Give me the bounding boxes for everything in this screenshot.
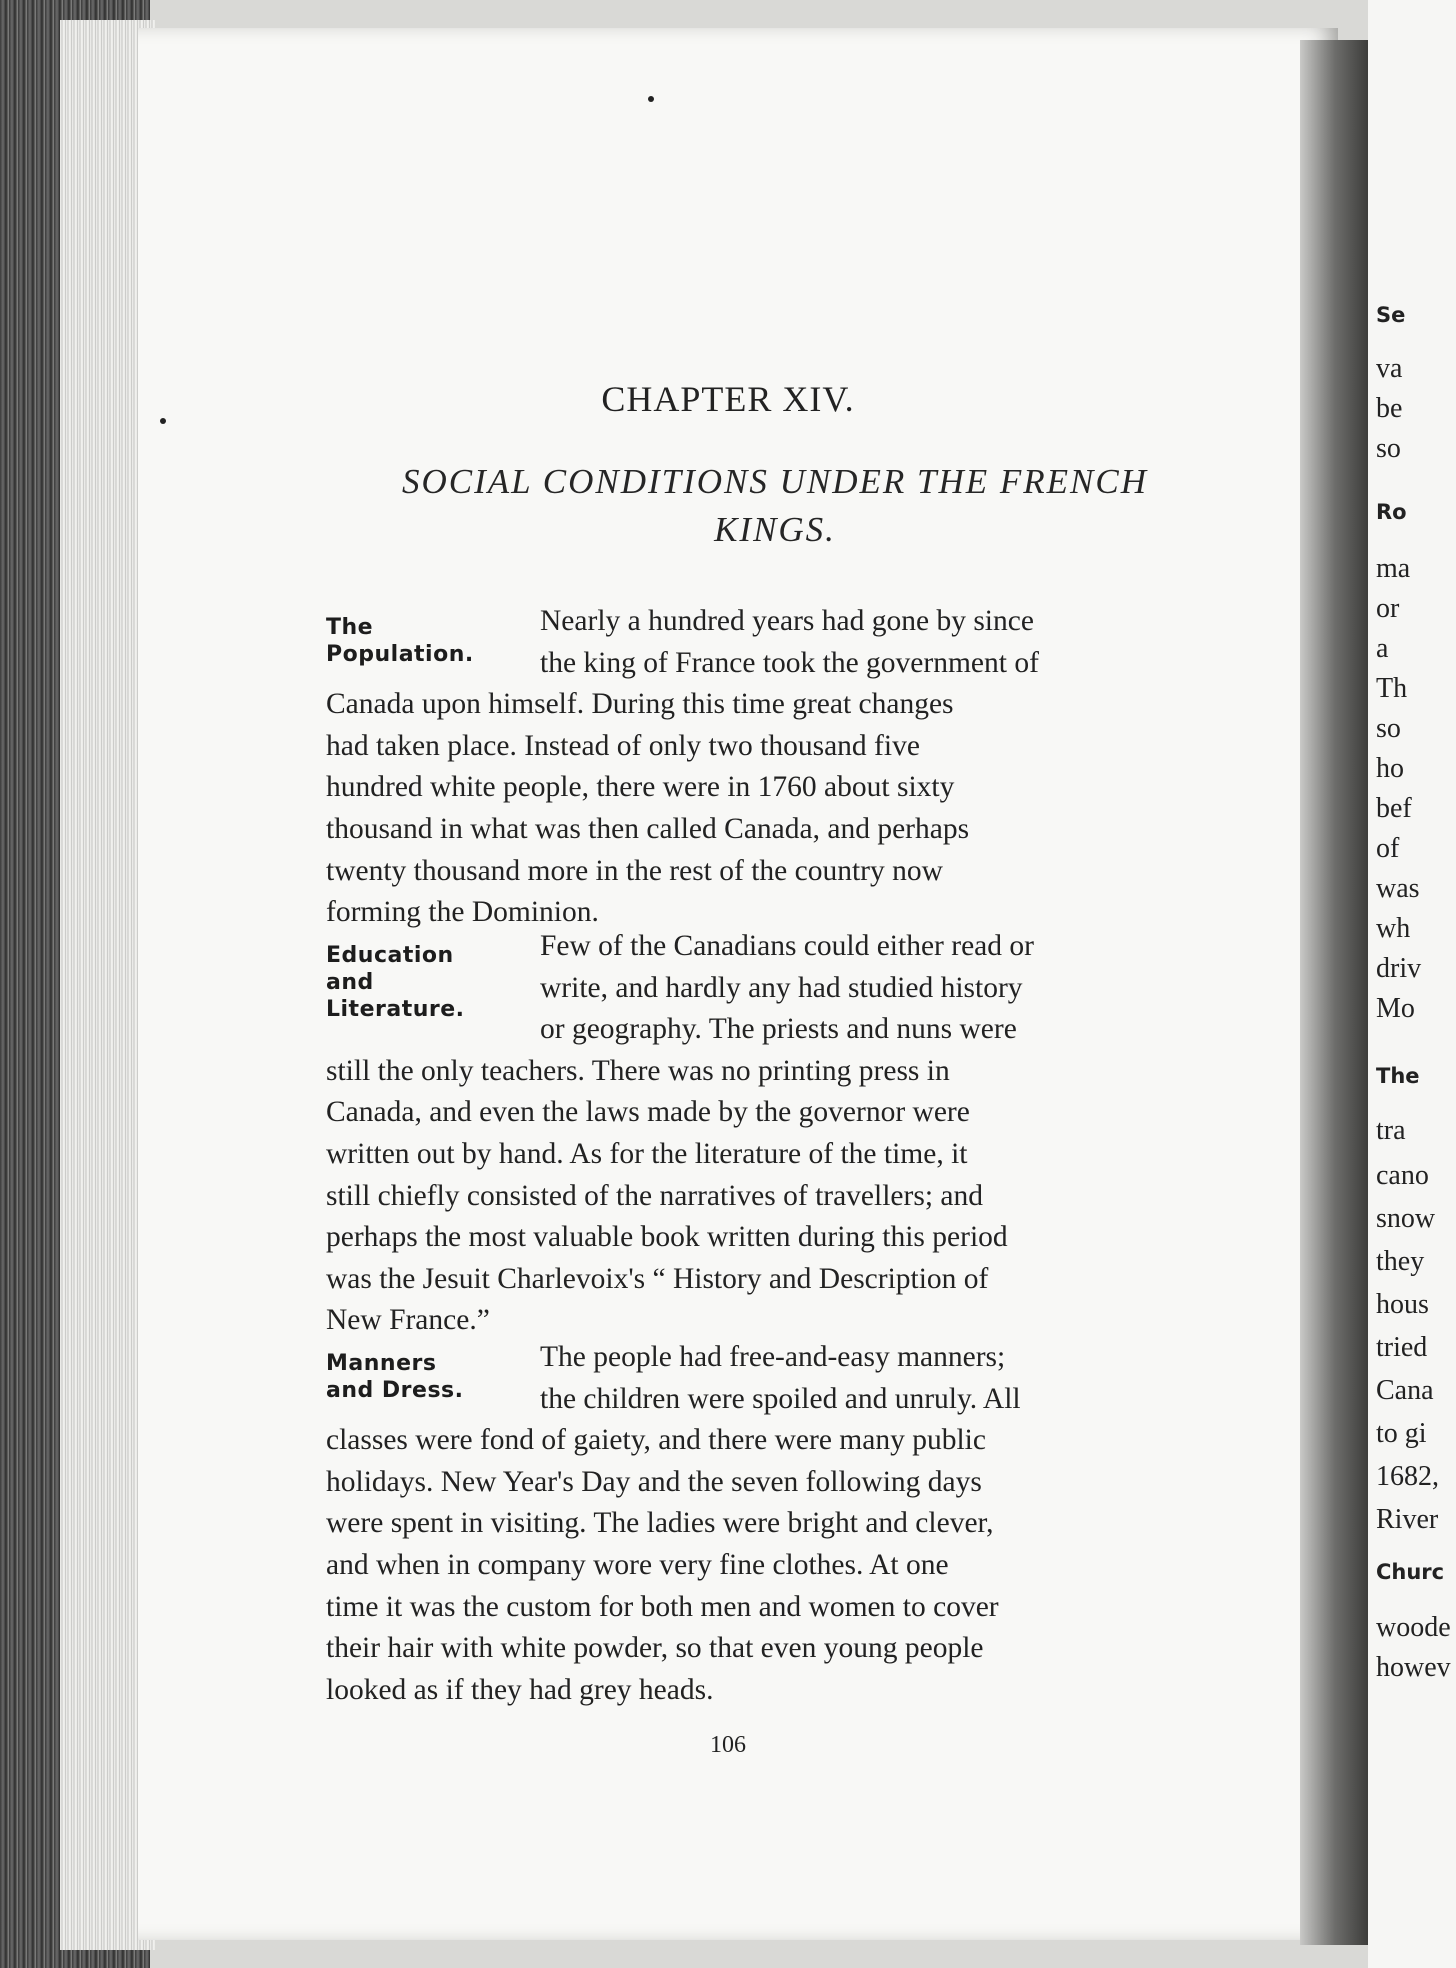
text-line: Few of the Canadians could either read or bbox=[540, 930, 1034, 962]
text-line: New France.” bbox=[326, 1304, 490, 1337]
next-page-fragment: driv bbox=[1376, 953, 1422, 984]
text-line: had taken place. Instead of only two thousand five bbox=[326, 729, 920, 762]
text-line: The people had free-and-easy manners; bbox=[540, 1341, 1006, 1373]
next-page-fragment: Mo bbox=[1376, 993, 1415, 1024]
text-line: were spent in visiting. The ladies were bright and clever, bbox=[326, 1507, 994, 1540]
text-line: perhaps the most valuable book written during this period bbox=[326, 1221, 1008, 1254]
text-line: still chiefly consisted of the narratives of travellers; and bbox=[326, 1179, 983, 1212]
next-page-heading: Churc bbox=[1376, 1560, 1445, 1584]
next-page-fragment: ma bbox=[1376, 553, 1411, 584]
next-page-fragment: a bbox=[1376, 633, 1389, 664]
sidenote-education: Education and Literature. bbox=[326, 943, 465, 1022]
next-page-fragment: ho bbox=[1376, 753, 1404, 784]
next-page-fragment: or bbox=[1376, 593, 1400, 624]
paragraph-population bbox=[326, 601, 1216, 934]
next-page-fragment: to gi bbox=[1376, 1418, 1427, 1449]
chapter-title bbox=[315, 458, 1235, 554]
paragraph-education bbox=[326, 926, 1216, 1342]
next-page-fragment: va bbox=[1376, 353, 1403, 384]
next-page-fragment: cano bbox=[1376, 1160, 1429, 1191]
next-page-fragment: Th bbox=[1376, 673, 1408, 704]
next-page-fragment: tra bbox=[1376, 1115, 1406, 1146]
text-line: hundred white people, there were in 1760 about sixty bbox=[326, 771, 955, 804]
text-line: Canada, and even the laws made by the governor were bbox=[326, 1096, 970, 1129]
text-line: looked as if they had grey heads. bbox=[326, 1673, 714, 1706]
next-page-fragment: was bbox=[1376, 873, 1420, 904]
next-page-fragment: woode bbox=[1376, 1612, 1451, 1643]
text-line: or geography. The priests and nuns were bbox=[540, 1013, 1017, 1046]
next-page-fragment: wh bbox=[1376, 913, 1411, 944]
page-number: 106 bbox=[710, 1732, 746, 1758]
chapter-heading: CHAPTER XIV. bbox=[601, 379, 855, 419]
next-page-fragment: 1682, bbox=[1376, 1461, 1439, 1492]
next-page-fragment: bef bbox=[1376, 793, 1412, 824]
text-line: Canada upon himself. During this time great changes bbox=[326, 688, 954, 721]
text-line: written out by hand. As for the literature of the time, it bbox=[326, 1137, 968, 1170]
text-line: classes were fond of gaiety, and there were many public bbox=[326, 1424, 986, 1457]
next-page-heading: Se bbox=[1376, 303, 1406, 327]
next-page-heading: The bbox=[1376, 1064, 1420, 1088]
text-line: and when in company wore very fine clothes. At one bbox=[326, 1548, 949, 1581]
title-line: SOCIAL CONDITIONS UNDER THE FRENCH bbox=[401, 462, 1148, 501]
text-line: forming the Dominion. bbox=[326, 896, 599, 929]
paragraph-manners bbox=[326, 1337, 1216, 1711]
text-line: still the only teachers. There was no printing press in bbox=[326, 1054, 950, 1087]
next-page-fragment: howev bbox=[1376, 1652, 1451, 1683]
next-page-heading: Ro bbox=[1376, 500, 1407, 524]
text-line: their hair with white powder, so that even young people bbox=[326, 1632, 984, 1665]
next-page-fragment: they bbox=[1376, 1246, 1425, 1277]
next-page-fragment: so bbox=[1376, 433, 1401, 464]
next-page-fragment: tried bbox=[1376, 1332, 1428, 1363]
text-line: write, and hardly any had studied history bbox=[540, 971, 1023, 1004]
next-page-fragment: snow bbox=[1376, 1203, 1436, 1234]
text-line: time it was the custom for both men and women to cover bbox=[326, 1590, 999, 1623]
title-line: KINGS. bbox=[714, 510, 836, 549]
text-line: holidays. New Year's Day and the seven following days bbox=[326, 1465, 982, 1498]
sidenote-manners: Manners and Dress. bbox=[326, 1351, 464, 1403]
next-page-fragment: be bbox=[1376, 393, 1403, 424]
text-line: Nearly a hundred years had gone by since bbox=[540, 605, 1034, 637]
next-page-fragment: of bbox=[1376, 833, 1400, 864]
next-page-fragment: hous bbox=[1376, 1289, 1429, 1320]
next-page-fragment: River bbox=[1376, 1504, 1439, 1535]
text-line: twenty thousand more in the rest of the country now bbox=[326, 854, 943, 887]
book-gutter bbox=[1300, 40, 1370, 1945]
next-page-fragment: Cana bbox=[1376, 1375, 1434, 1406]
sidenote-population: The Population. bbox=[326, 615, 474, 667]
text-line: the children were spoiled and unruly. All bbox=[540, 1382, 1021, 1415]
text-line: thousand in what was then called Canada, and perhaps bbox=[326, 812, 970, 845]
text-line: was the Jesuit Charlevoix's “ History and Description of bbox=[326, 1262, 989, 1295]
next-page-fragment: so bbox=[1376, 713, 1401, 744]
page-speck bbox=[648, 96, 654, 102]
text-line: the king of France took the government of bbox=[540, 646, 1039, 679]
